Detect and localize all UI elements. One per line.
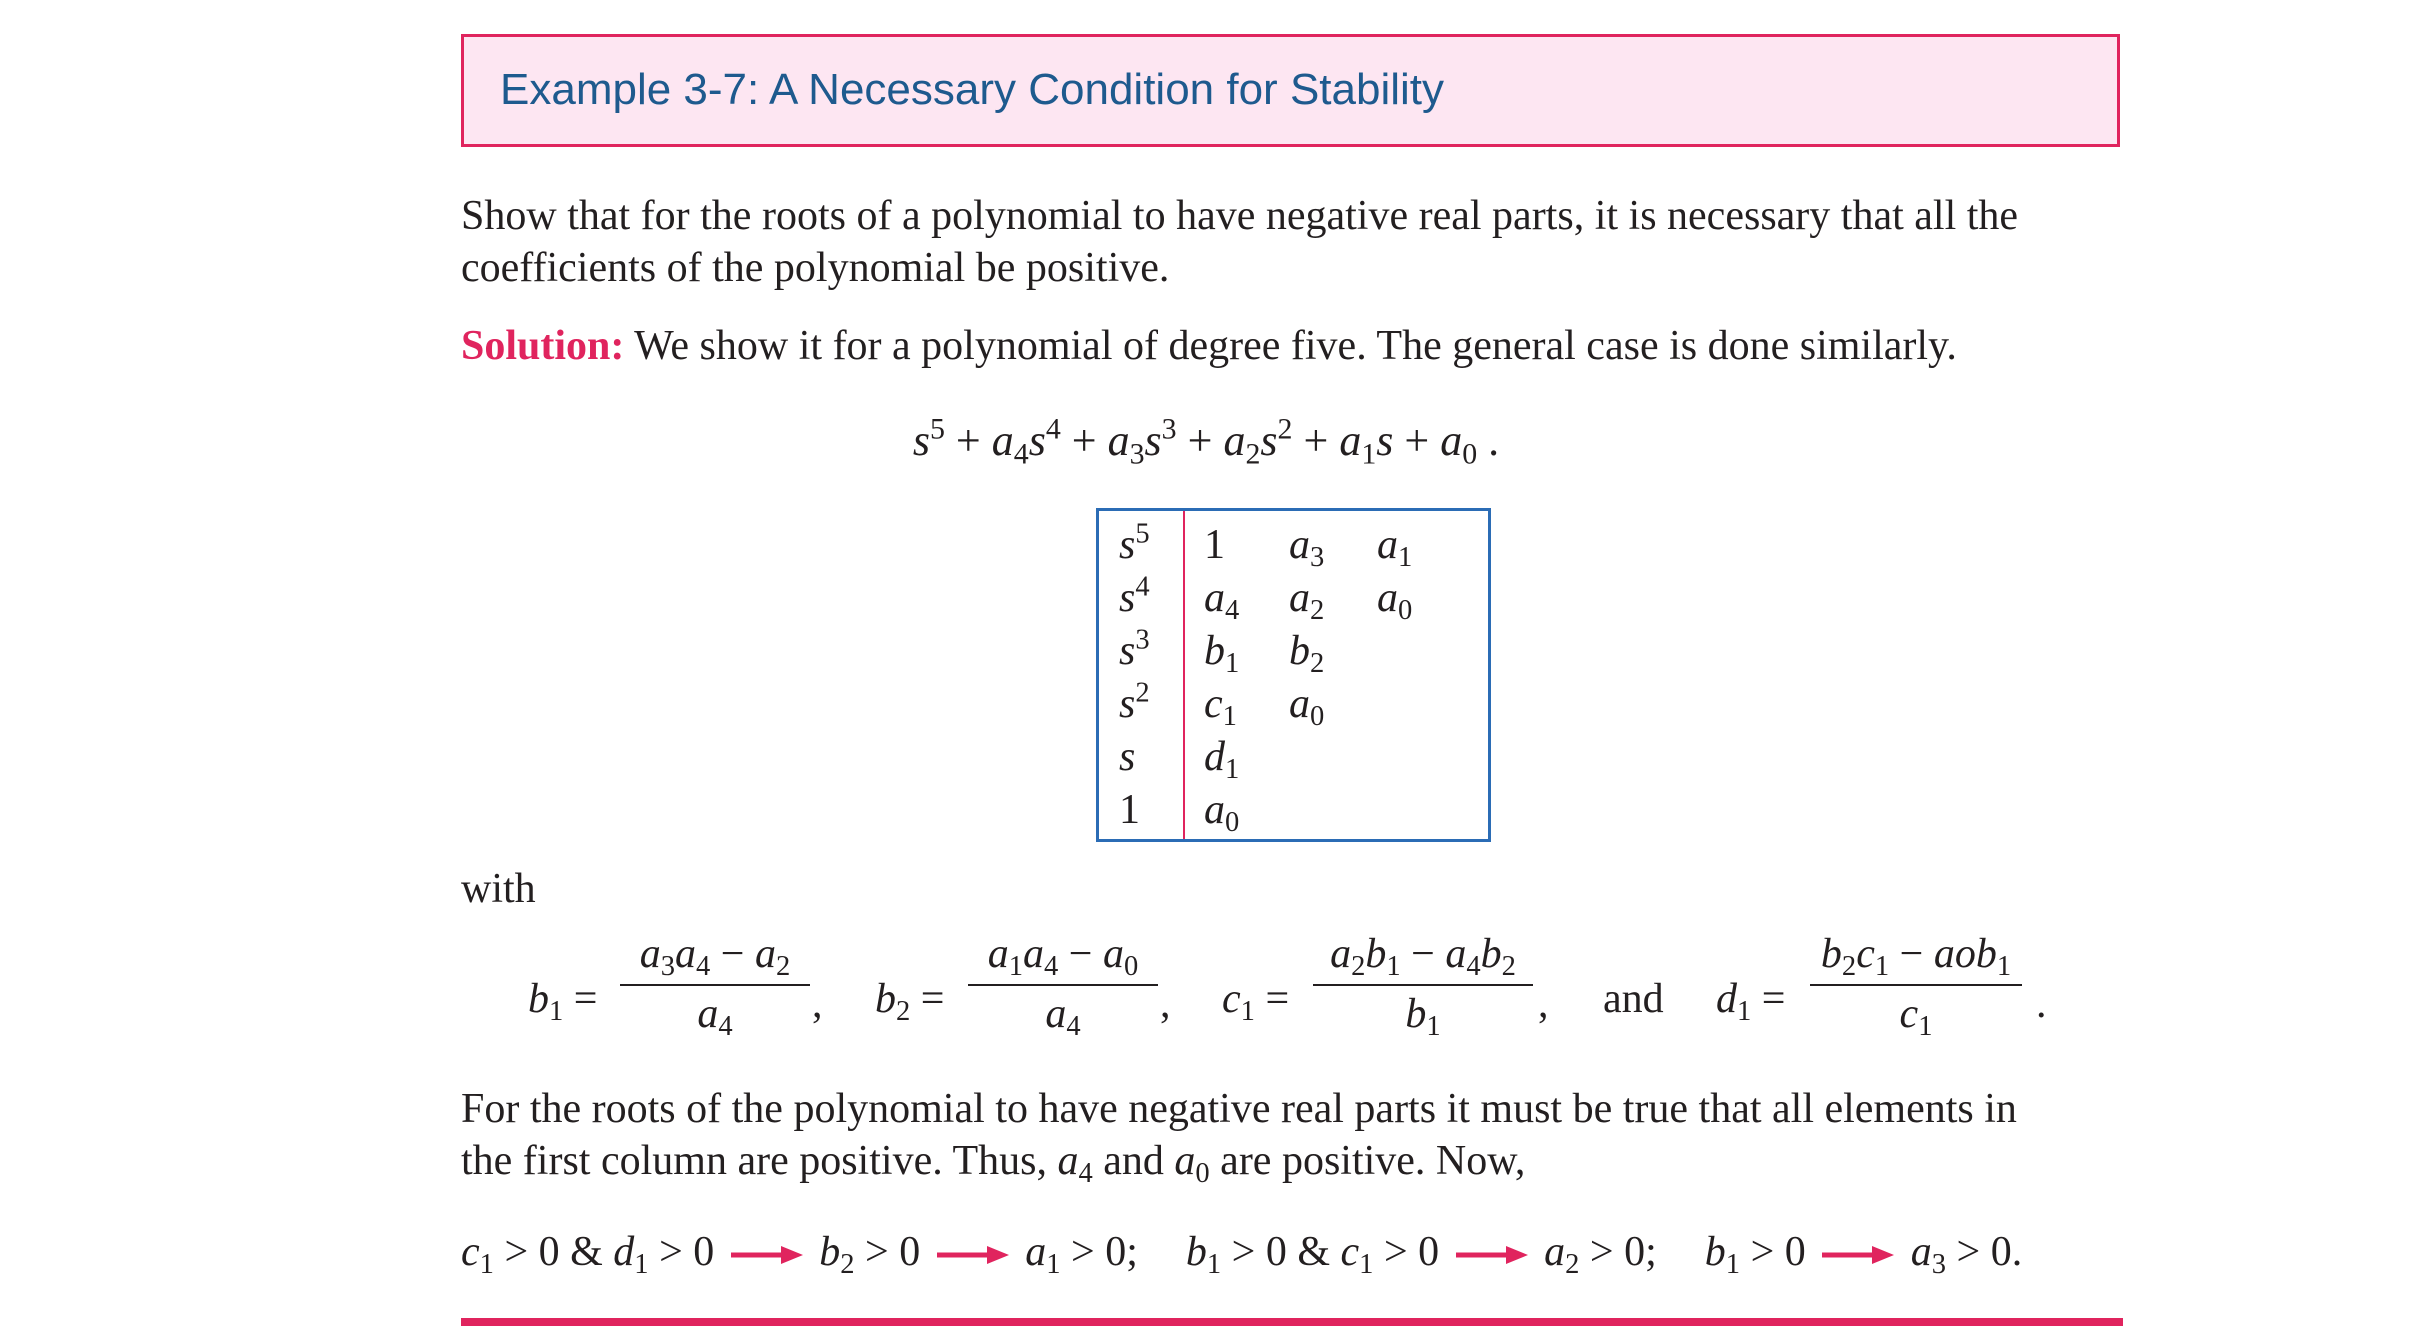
routh-cell: $b_1$ xyxy=(1204,628,1240,679)
conclusion-line-1: For the roots of the polynomial to have negative real parts it must be true that all elements in xyxy=(461,1086,2017,1132)
routh-row-power: $s^3$ xyxy=(1119,624,1150,674)
routh-row-power: $s^2$ xyxy=(1119,677,1150,727)
implication-3: $b_1 > 0$ $a_3 > 0$. xyxy=(1704,1229,2023,1280)
solution-text: We show it for a polynomial of degree five. The general case is done similarly. xyxy=(624,323,1957,369)
routh-cell: $a_2$ xyxy=(1289,575,1325,626)
routh-cell: $a_3$ xyxy=(1289,522,1325,573)
b1-fraction xyxy=(620,930,810,1042)
bottom-rule xyxy=(461,1318,2123,1326)
routh-cell: $a_0$ xyxy=(1289,681,1325,732)
routh-row-power: $s^5$ xyxy=(1119,518,1150,568)
problem-line-2: coefficients of the polynomial be positive. xyxy=(461,245,1170,291)
routh-cell: $c_1$ xyxy=(1204,681,1237,732)
routh-cell: $a_4$ xyxy=(1204,575,1240,626)
routh-cell: $b_2$ xyxy=(1289,628,1325,679)
problem-line-1: Show that for the roots of a polynomial to have negative real parts, it is necessary that all the xyxy=(461,193,2019,239)
solution-label: Solution: xyxy=(461,323,625,369)
b1-lhs: $b_1$ = xyxy=(528,976,598,1027)
problem-statement xyxy=(461,190,2141,294)
c1-numerator: $a_2b_1 - a_4b_2$ xyxy=(1330,931,1516,982)
routh-cell: $a_0$ xyxy=(1204,787,1240,838)
routh-table-divider xyxy=(1183,511,1185,839)
b2-denominator: $a_4$ xyxy=(1045,991,1081,1042)
implication-1: $c_1 > 0$ & $d_1 > 0$ $b_2 > 0$ $a_1 > 0$; xyxy=(461,1229,1138,1280)
routh-table xyxy=(1096,508,1491,842)
conclusion-line-2: the first column are positive. Thus, $a_4$ and $a_0$ are positive. Now, xyxy=(461,1138,1526,1189)
c1-denominator: $b_1$ xyxy=(1405,991,1441,1042)
implication-2: $b_1 > 0$ & $c_1 > 0$ $a_2 > 0$; xyxy=(1185,1229,1657,1280)
routh-cell: $a_1$ xyxy=(1377,522,1413,573)
c1-fraction xyxy=(1313,930,1533,1042)
d1-numerator: $b_2c_1 - aob_1$ xyxy=(1820,931,2012,982)
routh-row-power: s xyxy=(1119,734,1136,780)
and-word: and xyxy=(1603,976,1664,1022)
implications-line xyxy=(461,1228,2141,1280)
b2-numerator: $a_1a_4 - a_0$ xyxy=(987,931,1139,982)
routh-row-power: 1 xyxy=(1119,787,1140,833)
example-title-box xyxy=(461,34,2120,147)
coefficient-definitions: $b_1$ = $a_3a_4 - a_2$ $a_4$ , $b_2$ = $a_1a_4 - a_0$ $a_4$ , $c_1$ = $a_2b_1 - a_4b_2$ $b_1$ , and $d_1$ = $b_2c_1 - aob_1$ $c_1$ . xyxy=(528,931,2047,1042)
d1-fraction xyxy=(1810,930,2022,1042)
b1-denominator: $a_4$ xyxy=(697,991,733,1042)
c1-lhs: $c_1$ = xyxy=(1222,976,1290,1027)
example-title: Example 3-7: A Necessary Condition for Stability xyxy=(500,65,1445,114)
conclusion-paragraph xyxy=(461,1083,2141,1187)
routh-row-power: $s^4$ xyxy=(1119,571,1150,621)
b1-numerator: $a_3a_4 - a_2$ xyxy=(639,931,791,982)
b2-fraction xyxy=(968,930,1158,1042)
polynomial-equation: $s^5 + a_4s^4 + a_3s^3 + a_2s^2 + a_1s + a_0$ . xyxy=(912,412,1500,471)
d1-denominator: $c_1$ xyxy=(1899,991,1933,1042)
b2-lhs: $b_2$ = xyxy=(875,976,945,1027)
routh-cell: 1 xyxy=(1204,522,1225,568)
routh-cell: $d_1$ xyxy=(1204,734,1240,785)
solution-intro xyxy=(461,320,2141,372)
with-label: with xyxy=(461,866,536,912)
routh-cell: $a_0$ xyxy=(1377,575,1413,626)
d1-lhs: $d_1$ = xyxy=(1716,976,1786,1027)
